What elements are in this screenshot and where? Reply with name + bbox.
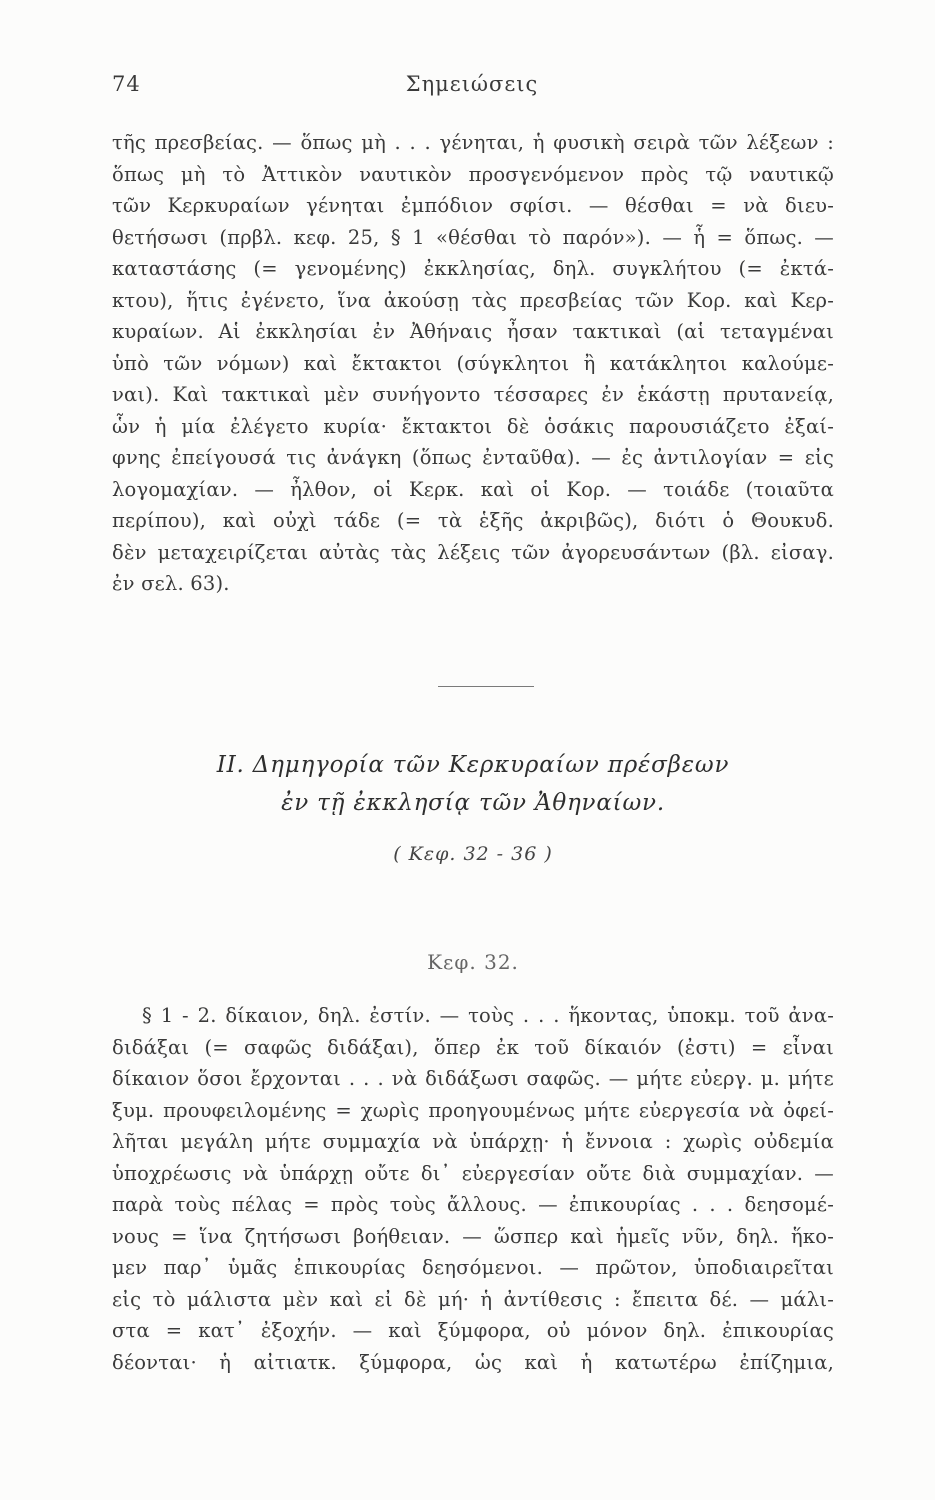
text-line: ἐν σελ. 63). xyxy=(112,572,230,595)
text-line: μεν παρ᾽ ὑμᾶς ἐπικουρίας δεησόμενοι. — πρῶτον, ὑποδιαιρεῖται xyxy=(112,1256,834,1279)
commentary-block xyxy=(112,127,834,600)
text-line: περίπου), καὶ οὐχὶ τάδε (= τὰ ἑξῆς ἀκριβῶς), διότι ὁ Θουκυδ. xyxy=(112,509,834,532)
section-divider xyxy=(438,686,534,687)
text-line: δίκαιον ὅσοι ἔρχονται . . . νὰ διδάξωσι σαφῶς. — μήτε εὐεργ. μ. μήτε xyxy=(112,1067,834,1090)
text-line: διδάξαι (= σαφῶς διδάξαι), ὅπερ ἐκ τοῦ δίκαιόν (ἐστι) = εἶναι xyxy=(112,1035,834,1059)
text-line: στα = κατ᾽ ἐξοχήν. — καὶ ξύμφορα, οὐ μόνον δηλ. ἐπικουρίας xyxy=(112,1319,834,1342)
chapter-label: Κεφ. 32. xyxy=(427,950,519,974)
text-line: ὑποχρέωσις νὰ ὑπάρχῃ οὔτε δι᾽ εὐεργεσίαν οὔτε διὰ συμμαχίαν. — xyxy=(112,1161,834,1185)
text-line: κυραίων. Αἱ ἐκκλησίαι ἐν Ἀθήναις ἦσαν τακτικαὶ (αἱ τεταγμέναι xyxy=(112,320,834,343)
text-line: ὧν ἡ μία ἐλέγετο κυρία· ἔκτακτοι δὲ ὁσάκις παρουσιάζετο ἐξαί- xyxy=(112,414,834,438)
text-line: ναι). Καὶ τακτικαὶ μὲν συνήγοντο τέσσαρες ἐν ἑκάστῃ πρυτανείᾳ, xyxy=(112,383,834,406)
text-line: φνης ἐπείγουσά τις ἀνάγκη (ὅπως ἐνταῦθα). — ἐς ἀντιλογίαν = εἰς xyxy=(112,446,834,469)
text-line: ξυμ. προυφειλομένης = χωρὶς προηγουμένως μήτε εὐεργεσία νὰ ὀφεί- xyxy=(112,1098,834,1122)
text-line: θετήσωσι (πρβλ. κεφ. 25, § 1 «θέσθαι τὸ παρόν»). — ἧ = ὅπως. — xyxy=(112,225,834,249)
text-line: δὲν μεταχειρίζεται αὐτὰς τὰς λέξεις τῶν ἀγορευσάντων (βλ. εἰσαγ. xyxy=(112,540,834,564)
text-line: παρὰ τοὺς πέλας = πρὸς τοὺς ἄλλους. — ἐπικουρίας . . . δεησομέ- xyxy=(112,1193,834,1216)
text-line: λῆται μεγάλη μήτε συμμαχία νὰ ὑπάρχῃ· ἡ ἔννοια : χωρὶς οὐδεμία xyxy=(112,1130,834,1153)
running-head xyxy=(112,72,832,102)
text-line: δέονται· ἡ αἰτιατκ. ξύμφορα, ὡς καὶ ἡ κατωτέρω ἐπίζημια, xyxy=(112,1350,834,1374)
text-line: εἰς τὸ μάλιστα μὲν καὶ εἰ δὲ μή· ἡ ἀντίθεσις : ἔπειτα δέ. — μάλι- xyxy=(112,1287,834,1311)
text-line: λογομαχίαν. — ἦλθον, οἱ Κερκ. καὶ οἱ Κορ. — τοιάδε (τοιαῦτα xyxy=(112,477,834,501)
text-line: τῆς πρεσβείας. — ὅπως μὴ . . . γένηται, ἡ φυσικὴ σειρὰ τῶν λέξεων : xyxy=(112,131,834,154)
text-line: καταστάσης (= γενομένης) ἐκκλησίας, δηλ. συγκλήτου (= ἐκτά- xyxy=(112,257,834,280)
text-line: τῶν Κερκυραίων γένηται ἐμπόδιον σφίσι. — θέσθαι = νὰ διευ- xyxy=(112,194,834,217)
text-line: νους = ἵνα ζητήσωσι βοήθειαν. — ὥσπερ καὶ ἡμεῖς νῦν, δηλ. ἥκο- xyxy=(112,1224,834,1248)
section-heading: II. Δημηγορία τῶν Κερκυραίων πρέσβεων xyxy=(216,752,730,778)
section-subheading: ἐν τῇ ἐκκλησίᾳ τῶν Ἀθηναίων. xyxy=(281,790,665,816)
page-number: 74 xyxy=(112,72,141,96)
text-line: ὑπὸ τῶν νόμων) καὶ ἔκτακτοι (σύγκλητοι ἢ κατάκλητοι καλούμε- xyxy=(112,351,834,375)
running-head-title: Σημειώσεις xyxy=(405,72,539,96)
chapter-range: ( Κεφ. 32 - 36 ) xyxy=(393,843,553,865)
text-line: κτου), ἥτις ἐγένετο, ἵνα ἀκούσῃ τὰς πρεσβείας τῶν Κορ. καὶ Κερ- xyxy=(112,288,834,312)
text-line: § 1 - 2. δίκαιον, δηλ. ἐστίν. — τοὺς . . . ἥκοντας, ὑποκμ. τοῦ ἀνα- xyxy=(142,1004,834,1027)
chapter-notes-block xyxy=(112,1000,834,1378)
text-line: ὅπως μὴ τὸ Ἀττικὸν ναυτικὸν προσγενόμενον πρὸς τῷ ναυτικῷ xyxy=(112,162,834,186)
